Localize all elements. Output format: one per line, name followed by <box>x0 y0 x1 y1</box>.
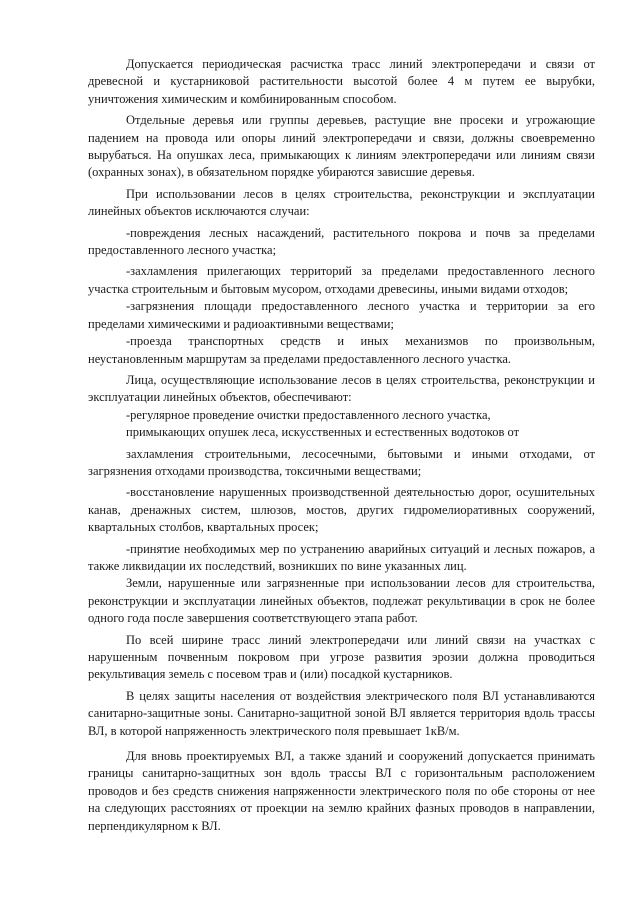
list-item-vehicles: -проезда транспортных средств и иных механизмов по произвольным, неустановленным маршрутам за пределами предоставленного лесного участка. <box>88 334 595 366</box>
list-item-restoration: -восстановление нарушенных производственной деятельностью дорог, осушительных канав, дренажных систем, шлюзов, мостов, других гидромелиоративных сооружений, квартальных столбов, квартальных просек; <box>88 485 595 535</box>
list-item-pollution: -загрязнения площади предоставленного лесного участка и территории за его пределами химическими и радиоактивными веществами; <box>88 299 595 331</box>
paragraph-obligations-intro: Лица, осуществляющие использование лесов в целях строительства, реконструкции и эксплуатации линейных объектов, обеспечивают: <box>88 372 595 405</box>
list-item-damage: -повреждения лесных насаждений, растительного покрова и почв за пределами предоставленного лесного участка; <box>88 225 595 258</box>
list-item-waste: захламления строительными, лесосечными, бытовыми и иными отходами, от загрязнения отходами производства, токсичными веществами; <box>88 446 595 478</box>
paragraph-zone-boundaries: Для вновь проектируемых ВЛ, а также зданий и сооружений допускается принимать границы санитарно-защитных зон вдоль трассы ВЛ с горизонтальным расположением проводов и без средств снижения напряженности электрического поля по обе стороны от нее на следующих расстояниях от проекции на землю крайних фазных проводов в направлении, перпендикулярном к ВЛ. <box>88 749 595 833</box>
list-item-littering: -захламления прилегающих территорий за пределами предоставленного лесного участка строительным и бытовым мусором, отходами древесины, иными видами отходов; <box>88 264 595 296</box>
list-item-emergency: -принятие необходимых мер по устранению аварийных ситуаций и лесных пожаров, а также ликвидации их последствий, возникших по вине указанных лиц. <box>88 541 595 573</box>
list-item-edges: примыкающих опушек леса, искусственных и естественных водотоков от <box>126 425 520 440</box>
paragraph-clearing: Допускается периодическая расчистка трасс линий электропередачи и связи от древесной и кустарниковой растительности высотой более 4 м путем ее вырубки, уничтожения химическим и комбинированным способом. <box>88 57 595 106</box>
paragraph-sanitary-zones: В целях защиты населения от воздействия электрического поля ВЛ устанавливаются санитарно-защитные зоны. Санитарно-защитной зоной ВЛ является территория вдоль трассы ВЛ, в которой напряженность электрического поля превышает 1кВ/м. <box>88 688 595 738</box>
paragraph-trees: Отдельные деревья или группы деревьев, растущие вне просеки и угрожающие падением на провода или опоры линий электропередачи и связи, должны своевременно вырубаться. На опушках леса, примыкающих к линиям электропередачи или линиям связи (охранных зонах), в обязательном порядке убираются зависшие деревья. <box>88 113 595 180</box>
document-page <box>88 56 595 835</box>
paragraph-erosion: По всей ширине трасс линий электропередачи или линий связи на участках с нарушенным почвенным покровом при угрозе развития эрозии должна проводиться рекультивация земель с посевом трав и (или) посадкой кустарников. <box>88 632 595 682</box>
paragraph-recultivation-term: Земли, нарушенные или загрязненные при использовании лесов для строительства, реконструкции и эксплуатации линейных объектов, подлежат рекультивации в срок не более одного года после завершения соответствующего этапа работ. <box>88 576 595 626</box>
list-item-cleaning: -регулярное проведение очистки предоставленного лесного участка, <box>126 407 491 422</box>
paragraph-exclusions-intro: При использовании лесов в целях строительства, реконструкции и эксплуатации линейных объектов исключаются случаи: <box>88 186 595 219</box>
